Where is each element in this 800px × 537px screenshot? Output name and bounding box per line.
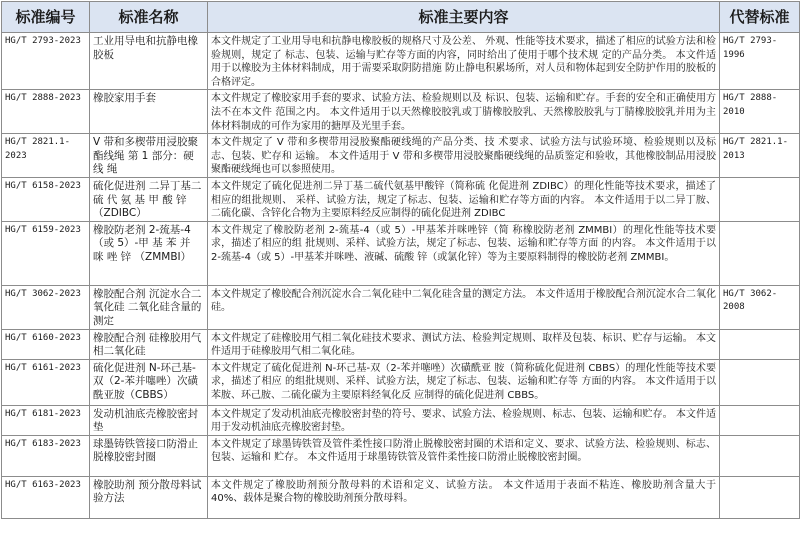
- standard-code: HG/T 6160-2023: [2, 329, 90, 359]
- standard-content: 本文件规定了橡胶助剂预分散母料的术语和定义、试验方法。 本文件适用于表面不粘连、橡胶助剂含量大于 40%、载体是聚合物的橡胶助剂预分散母料。: [208, 476, 720, 518]
- standard-name: 橡胶配合剂 硅橡胶用气 相二氧化硅: [90, 329, 208, 359]
- replaced-standard: [720, 329, 800, 359]
- header-main-content: 标准主要内容: [208, 2, 720, 33]
- standard-code: HG/T 2821.1-2023: [2, 134, 90, 178]
- standard-content: 本文件规定了工业用导电和抗静电橡胶板的规格尺寸及公差、 外观、性能等技术要求，描述了相应的试验方法和检验规则，规定了 标志、包装、运输与贮存等方面的内容，同时给出了使用于哪个技术规 定的产品分类。 本文件适用于以橡胶为主体材料制成，用于需要采取阴防措施 防止静电积累场所，对人员和物体起到安全防护作用的胶板的合格评定。: [208, 33, 720, 90]
- table-row: [2, 90, 800, 134]
- standards-table-container: [1, 1, 799, 535]
- standard-content: 本文件规定了 V 带和多楔带用浸胶聚酯硬线绳的产品分类、技 术要求、试验方法与试验环境、检验规则以及标志、包装、贮存和 运输。 本文件适用于 V 带和多楔带用浸胶聚酯硬线绳的品质鉴定和验收，其他橡胶制品用浸胶聚酯硬线绳也可以参照使用。: [208, 134, 720, 178]
- standard-code: HG/T 6158-2023: [2, 177, 90, 221]
- standard-code: HG/T 6163-2023: [2, 476, 90, 518]
- table-row: [2, 33, 800, 90]
- replaced-standard: HG/T 2821.1-2013: [720, 134, 800, 178]
- standard-code: HG/T 2793-2023: [2, 33, 90, 90]
- table-row: [2, 285, 800, 329]
- standards-table: [1, 1, 800, 519]
- replaced-standard: HG/T 2888-2010: [720, 90, 800, 134]
- standard-code: HG/T 6159-2023: [2, 221, 90, 285]
- standard-content: 本文件规定了橡胶配合剂沉淀水合二氧化硅中二氧化硅含量的测定方法。 本文件适用于橡胶配合剂沉淀水合二氧化硅。: [208, 285, 720, 329]
- standard-content: 本文件规定了硫化促进剂二异丁基二硫代氨基甲酸锌（简称硫 化促进剂 ZDIBC）的理化性能等技术要求，描述了相应的组批规则、 采样、试验方法，规定了标志、包装、运输和贮存等方面的内容。 本文件适用于以二异丁胺、二硫化碳、含锌化合物为主要原料经反应制得的硫化促进剂 ZDIBC: [208, 177, 720, 221]
- replaced-standard: HG/T 3062-2008: [720, 285, 800, 329]
- standard-content: 本文件规定了硅橡胶用气相二氧化硅技术要求、测试方法、检验判定规则、取样及包装、标识、贮存与运输。 本文件适用于硅橡胶用气相二氧化硅。: [208, 329, 720, 359]
- table-row: [2, 134, 800, 178]
- header-standard-name: 标准名称: [90, 2, 208, 33]
- standard-name: 橡胶配合剂 沉淀水合二 氧化硅 二氧化硅含量的测定: [90, 285, 208, 329]
- standard-code: HG/T 6161-2023: [2, 359, 90, 405]
- table-row: [2, 359, 800, 405]
- replaced-standard: [720, 435, 800, 476]
- standard-name: V 带和多楔带用浸胶聚 酯线绳 第 1 部分：硬线 绳: [90, 134, 208, 178]
- standard-name: 硫化促进剂 N-环己基- 双（2-苯并噻唑）次磺酰亚胺（CBBS）: [90, 359, 208, 405]
- replaced-standard: [720, 405, 800, 435]
- replaced-standard: [720, 476, 800, 518]
- header-standard-code: 标准编号: [2, 2, 90, 33]
- table-row: [2, 405, 800, 435]
- standard-code: HG/T 6181-2023: [2, 405, 90, 435]
- standard-name: 发动机油底壳橡胶密封垫: [90, 405, 208, 435]
- standard-content: 本文件规定了橡胶防老剂 2-巯基-4（或 5）-甲基苯并咪唑锌（简 称橡胶防老剂 ZMMBI）的理化性能等技术要求，描述了相应的组 批规则、采样、试验方法，规定了标志、包装、运输和贮存等方面 的内容。 本文件适用于以 2-巯基-4（或 5）-甲基苯并咪唑、液碱、硫酸 锌（或氯化锌）等为主要原料制得的橡胶防老剂 ZMMBI。: [208, 221, 720, 285]
- replaced-standard: [720, 221, 800, 285]
- standard-code: HG/T 2888-2023: [2, 90, 90, 134]
- standard-content: 本文件规定了橡胶家用手套的要求、试验方法、检验规则以及 标识、包装、运输和贮存。手套的安全和正确使用方法不在本文件 范围之内。 本文件适用于以天然橡胶胶乳或丁腈橡胶胶乳、天然橡胶胶乳与丁腈橡胶胶乳并用为主体材料制成的可作为家用的搪厚及光里手套。: [208, 90, 720, 134]
- table-row: [2, 329, 800, 359]
- header-replaces: 代替标准: [720, 2, 800, 33]
- standard-name: 硫化促进剂 二异丁基二 硫 代 氨 基 甲 酸 锌 （ZDIBC）: [90, 177, 208, 221]
- standard-name: 橡胶助剂 预分散母料试验方法: [90, 476, 208, 518]
- standard-name: 球墨铸铁管接口防滑止脱橡胶密封圈: [90, 435, 208, 476]
- standard-name: 橡胶家用手套: [90, 90, 208, 134]
- standard-code: HG/T 6183-2023: [2, 435, 90, 476]
- table-row: [2, 435, 800, 476]
- replaced-standard: [720, 359, 800, 405]
- table-row: [2, 177, 800, 221]
- table-row: [2, 221, 800, 285]
- standard-name: 工业用导电和抗静电橡 胶板: [90, 33, 208, 90]
- replaced-standard: HG/T 2793-1996: [720, 33, 800, 90]
- replaced-standard: [720, 177, 800, 221]
- standard-content: 本文件规定了发动机油底壳橡胶密封垫的符号、要求、试验方法、检验规则、标志、包装、运输和贮存。 本文件适用于发动机油底壳橡胶密封垫。: [208, 405, 720, 435]
- table-row: [2, 476, 800, 518]
- header-row: [2, 2, 800, 33]
- standard-code: HG/T 3062-2023: [2, 285, 90, 329]
- standard-content: 本文件规定了球墨铸铁管及管件柔性接口防滑止脱橡胶密封圈的术语和定义、要求、试验方法、检验规则、标志、包装、运输和 贮存。 本文件适用于球墨铸铁管及管件柔性接口防滑止脱橡胶密封圈。: [208, 435, 720, 476]
- standard-content: 本文件规定了硫化促进剂 N-环己基-双（2-苯并噻唑）次磺酰亚 胺（简称硫化促进剂 CBBS）的理化性能等技术要求，描述了相应 的组批规则、采样、试验方法，规定了标志、包装、运输和贮存等 方面的内容。 本文件适用于以苯胺、环己胺、二硫化碳为主要原料经氧化反 应制得的硫化促进剂 CBBS。: [208, 359, 720, 405]
- standard-name: 橡胶防老剂 2-巯基-4（或 5）-甲 基 苯 并 咪 唑 锌 （ZMMBI）: [90, 221, 208, 285]
